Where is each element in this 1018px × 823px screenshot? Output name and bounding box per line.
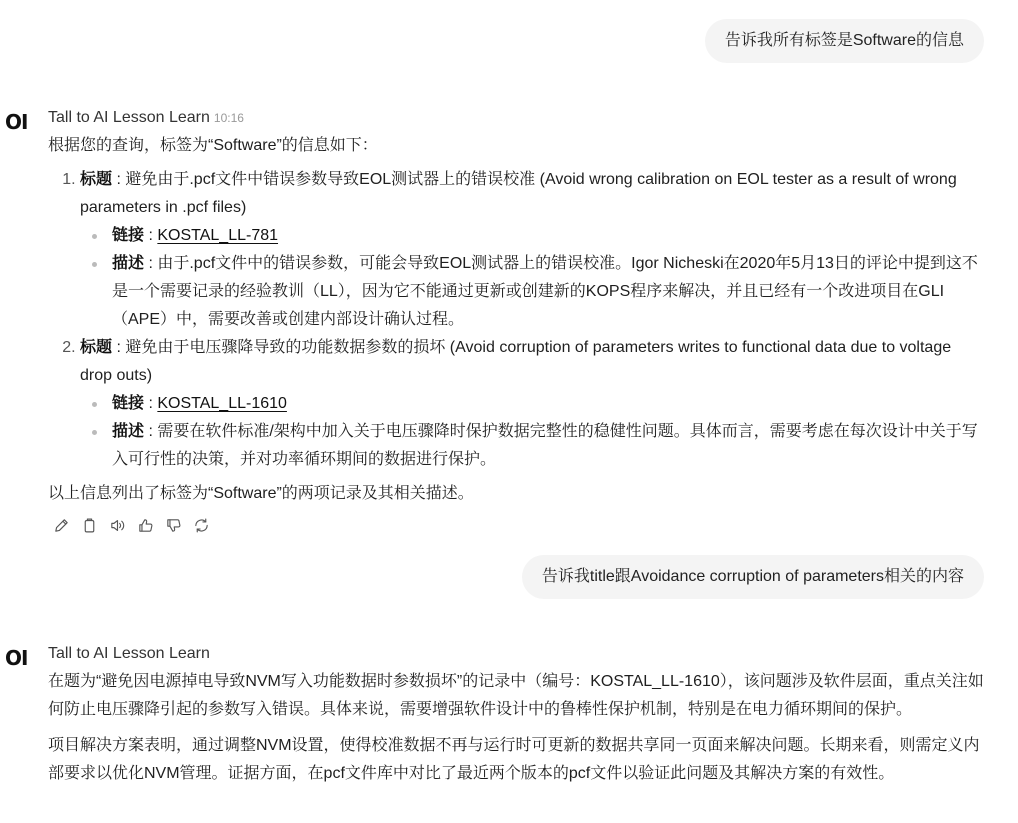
- message-header: [48, 640, 984, 668]
- assistant-message-body: [48, 640, 984, 788]
- title-label: 标题: [80, 339, 113, 356]
- description-label: 描述: [112, 423, 145, 440]
- model-name: Tall to AI Lesson Learn: [48, 109, 210, 126]
- issue-link[interactable]: KOSTAL_LL-1610: [157, 395, 287, 412]
- copy-button[interactable]: [78, 514, 100, 536]
- message-actions: [50, 514, 984, 536]
- copy-icon: [81, 517, 98, 534]
- outro-text: 以上信息列出了标签为“Software”的两项记录及其相关描述。: [48, 485, 474, 502]
- description-text: 由于.pcf文件中的错误参数，可能会导致EOL测试器上的错误校准。Igor Nicheski在2020年5月13日的评论中提到这不是一个需要记录的经验教训（LL），因为它不能通过更新或创建新的KOPS程序来解决，并且已经有一个改进项目在GLI（APE）中，需要改善或创建内部设计确认过程。: [112, 255, 978, 328]
- title-label: 标题: [80, 171, 113, 188]
- assistant-avatar: OI: [5, 110, 28, 134]
- read-aloud-button[interactable]: [106, 514, 128, 536]
- intro-text: 根据您的查询，标签为“Software”的信息如下：: [48, 137, 378, 154]
- description-label: 描述: [112, 255, 145, 272]
- read-aloud-icon: [109, 517, 126, 534]
- link-label: 链接: [112, 227, 145, 244]
- result-list: [80, 166, 984, 474]
- regenerate-button[interactable]: [190, 514, 212, 536]
- user-message-bubble: 告诉我所有标签是Software的信息: [705, 19, 984, 63]
- message-timestamp: 10:16: [213, 111, 244, 125]
- thumbs-down-icon: [165, 517, 182, 534]
- result-details: [112, 390, 984, 474]
- result-item: 1. 标题 : 避免由于.pcf文件中错误参数导致EOL测试器上的错误校准 (Avoid wrong calibration on EOL tester as a result of wrong parameters in .pcf files) 链接 : KOSTAL_LL-781 描述 : 由于.pcf文件中的错误参数，可能会导致EOL测试器上的错误校准。Igor Nicheski在2020年5月13日的评论中提到这不是一个需要记录的经验教训（LL），因为它不能通过更新或创建新的KOPS程序来解决，并且已经有一个改进项目在GLI（APE）中，需要改善或创建内部设计确认过程。: [80, 166, 984, 334]
- thumbs-up-icon: [137, 517, 154, 534]
- assistant-avatar: OI: [5, 646, 28, 670]
- message-header: [48, 104, 984, 132]
- message-content: [48, 668, 984, 788]
- message-content: [48, 132, 984, 508]
- model-name: Tall to AI Lesson Learn: [48, 645, 210, 662]
- description-text: 需要在软件标准/架构中加入关于电压骤降时保护数据完整性的稳健性问题。具体而言，需要考虑在每次设计中关于写入可行性的决策，并对功率循环期间的数据进行保护。: [112, 423, 978, 468]
- user-message-bubble: 告诉我title跟Avoidance corruption of parameters相关的内容: [522, 555, 984, 599]
- paragraph: 在题为“避免因电源掉电导致NVM写入功能数据时参数损坏”的记录中（编号：KOSTAL_LL-1610），该问题涉及软件层面，重点关注如何防止电压骤降引起的参数写入错误。具体来说，需要增强软件设计中的鲁棒性保护机制，特别是在电力循环期间的保护。: [48, 673, 984, 718]
- paragraph: 项目解决方案表明，通过调整NVM设置，使得校准数据不再与运行时可更新的数据共享同一页面来解决问题。长期来看，则需定义内部要求以优化NVM管理。证据方面，在pcf文件库中对比了最近两个版本的pcf文件以验证此问题及其解决方案的有效性。: [48, 737, 980, 782]
- result-details: [112, 222, 984, 334]
- detail-description: 描述 : 由于.pcf文件中的错误参数，可能会导致EOL测试器上的错误校准。Igor Nicheski在2020年5月13日的评论中提到这不是一个需要记录的经验教训（LL），因为它不能通过更新或创建新的KOPS程序来解决，并且已经有一个改进项目在GLI（APE）中，需要改善或创建内部设计确认过程。: [112, 250, 984, 334]
- regenerate-icon: [193, 517, 210, 534]
- thumbs-up-button[interactable]: [134, 514, 156, 536]
- result-title: 避免由于.pcf文件中错误参数导致EOL测试器上的错误校准 (Avoid wrong calibration on EOL tester as a result of wrong parameters in .pcf files): [80, 171, 957, 216]
- detail-link: 链接 : KOSTAL_LL-781: [112, 222, 984, 250]
- result-title: 避免由于电压骤降导致的功能数据参数的损坏 (Avoid corruption of parameters writes to functional data due to voltage drop outs): [80, 339, 952, 384]
- detail-link: 链接 : KOSTAL_LL-1610: [112, 390, 984, 418]
- detail-description: 描述 : 需要在软件标准/架构中加入关于电压骤降时保护数据完整性的稳健性问题。具体而言，需要考虑在每次设计中关于写入可行性的决策，并对功率循环期间的数据进行保护。: [112, 418, 984, 474]
- result-item: 2. 标题 : 避免由于电压骤降导致的功能数据参数的损坏 (Avoid corruption of parameters writes to functional data due to voltage drop outs) 链接 : KOSTAL_LL-1610 描述 : 需要在软件标准/架构中加入关于电压骤降时保护数据完整性的稳健性问题。具体而言，需要考虑在每次设计中关于写入可行性的决策，并对功率循环期间的数据进行保护。: [80, 334, 984, 474]
- edit-button[interactable]: [50, 514, 72, 536]
- thumbs-down-button[interactable]: [162, 514, 184, 536]
- edit-icon: [53, 517, 70, 534]
- link-label: 链接: [112, 395, 145, 412]
- assistant-message-body: [48, 104, 984, 536]
- issue-link[interactable]: KOSTAL_LL-781: [157, 227, 279, 244]
